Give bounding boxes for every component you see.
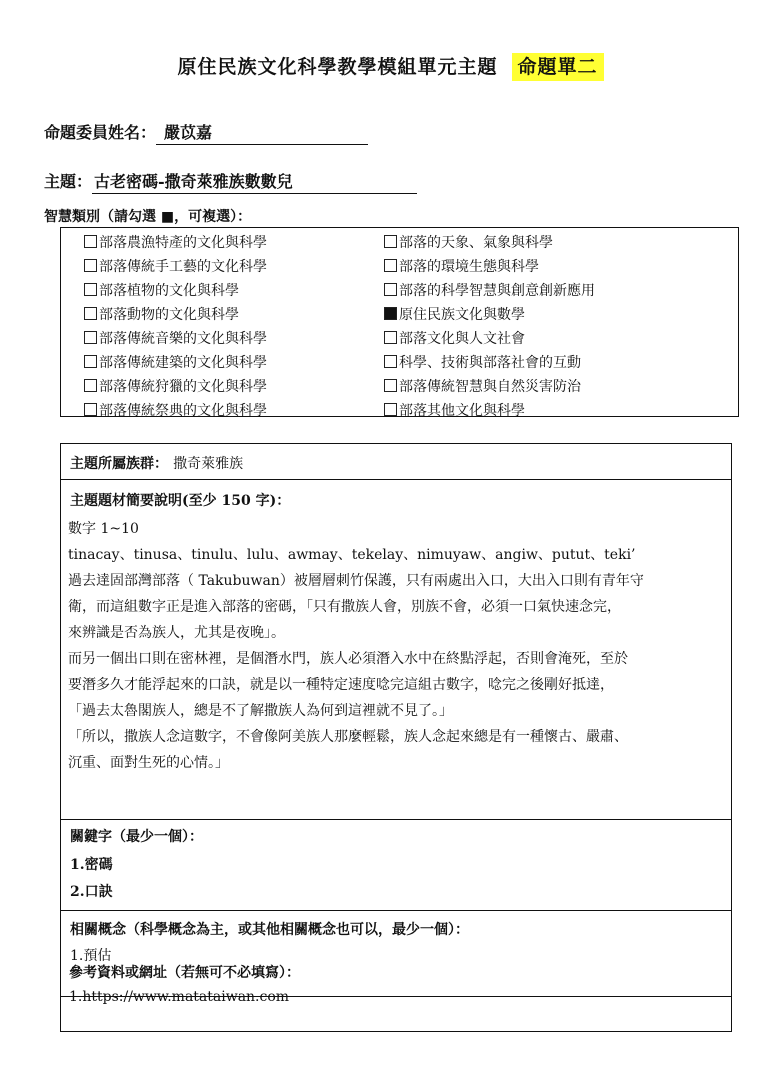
category-column-right [384, 232, 595, 424]
checkbox-icon[interactable] [384, 403, 397, 416]
summary-line: 過去達固部灣部落（ Takubuwan）被層層刺竹保護，只有兩處出入口，大出入口則有青年守 [68, 573, 644, 589]
checkbox-icon[interactable] [84, 355, 97, 368]
summary-line: 衛，而這組數字正是進入部落的密碼，「只有撒族人會，別族不會，必須一口氣快速念完， [68, 599, 621, 615]
category-option[interactable] [384, 232, 595, 256]
category-option-label: 部落傳統建築的文化與科學 [99, 355, 267, 371]
references-label: 參考資料或網址（若無可不必填寫）： [69, 965, 300, 981]
checkbox-icon[interactable] [84, 259, 97, 272]
category-option-label: 部落的天象、氣象與科學 [399, 235, 553, 251]
category-option[interactable] [84, 280, 267, 304]
summary-line: 而另一個出口則在密林裡，是個潛水門，族人必須潛入水中在終點浮起，否則會淹死，至於 [68, 651, 628, 667]
checkbox-icon[interactable] [84, 403, 97, 416]
summary-line: 來辨識是否為族人，尤其是夜晚」。 [68, 625, 285, 641]
category-option-label: 部落的科學智慧與創意創新應用 [399, 283, 595, 299]
keywords-label: 關鍵字（最少一個）： [70, 829, 203, 845]
checkbox-icon[interactable] [84, 283, 97, 296]
category-option-label: 部落傳統手工藝的文化科學 [99, 259, 267, 275]
ethnic-group-label: 主題所屬族群： [70, 456, 168, 472]
proposal-badge: 命題單二 [512, 53, 604, 81]
ethnic-group-value[interactable]: 撒奇萊雅族 [173, 456, 244, 472]
info-table [60, 443, 732, 1032]
summary-line: 沉重、面對生死的心情。」 [68, 755, 229, 771]
checkbox-icon[interactable] [84, 331, 97, 344]
summary-line: 要潛多久才能浮起來的口訣，就是以一種特定速度唸完這組古數字，唸完之後剛好抵達， [68, 677, 614, 693]
summary-text[interactable] [68, 516, 728, 776]
checked-box-icon[interactable] [384, 307, 397, 320]
topic-label: 主題： [44, 172, 93, 191]
category-option-label: 部落農漁特產的文化與科學 [99, 235, 267, 251]
category-option[interactable] [84, 256, 267, 280]
category-option[interactable] [384, 376, 595, 400]
committee-name-field [44, 120, 368, 145]
category-option[interactable] [84, 328, 267, 352]
checkbox-icon[interactable] [384, 235, 397, 248]
category-option-label: 部落動物的文化與科學 [99, 307, 239, 323]
checkbox-icon[interactable] [384, 259, 397, 272]
keyword-item[interactable]: 1.密碼 [70, 857, 113, 873]
category-option-label: 原住民族文化與數學 [399, 307, 525, 323]
summary-label: 主題題材簡要說明(至少 150 字)： [70, 493, 291, 509]
reference-item[interactable]: 1.https://www.matataiwan.com [69, 989, 290, 1005]
concepts-label: 相關概念（科學概念為主，或其他相關概念也可以，最少一個）： [70, 922, 469, 938]
category-option[interactable] [384, 256, 595, 280]
ethnic-group-row [61, 444, 731, 480]
checkbox-icon[interactable] [84, 235, 97, 248]
checkbox-icon[interactable] [384, 379, 397, 392]
summary-line: tinacay、tinusa、tinulu、lulu、awmay、tekelay、nimuyaw、angiw、putut、teki’ [68, 547, 636, 563]
summary-row [61, 480, 731, 820]
concept-item[interactable]: 1.預估 [70, 948, 112, 964]
category-option[interactable] [84, 376, 267, 400]
category-option[interactable] [84, 304, 267, 328]
checkbox-icon[interactable] [84, 379, 97, 392]
category-option-label: 科學、技術與部落社會的互動 [399, 355, 581, 371]
category-option-label: 部落傳統狩獵的文化與科學 [99, 379, 267, 395]
keyword-item[interactable]: 2.口訣 [70, 884, 113, 900]
category-option[interactable] [384, 304, 595, 328]
category-option-label: 部落傳統音樂的文化與科學 [99, 331, 267, 347]
document-title [0, 52, 781, 79]
category-heading: 智慧類別（請勾選 ■，可複選）： [44, 209, 252, 225]
committee-value[interactable]: 嚴苡嘉 [156, 120, 368, 145]
checkbox-icon[interactable] [384, 355, 397, 368]
category-option-label: 部落文化與人文社會 [399, 331, 525, 347]
category-checklist [60, 227, 739, 417]
summary-line: 「所以，撒族人念這數字，不會像阿美族人那麼輕鬆，族人念起來總是有一種懷古、嚴肅、 [68, 729, 628, 745]
category-option[interactable] [384, 400, 595, 424]
category-option[interactable] [384, 328, 595, 352]
category-option[interactable] [384, 280, 595, 304]
checkbox-icon[interactable] [384, 331, 397, 344]
title-text: 原住民族文化科學教學模組單元主題 [177, 56, 498, 78]
topic-field [44, 169, 417, 194]
summary-line: 「過去太魯閣族人，總是不了解撒族人為何到這裡就不見了。」 [68, 703, 453, 719]
committee-label: 命題委員姓名： [44, 123, 157, 142]
category-option-label: 部落傳統祭典的文化與科學 [99, 403, 267, 419]
category-option-label: 部落其他文化與科學 [399, 403, 525, 419]
category-column-left [84, 232, 267, 424]
category-option-label: 部落植物的文化與科學 [99, 283, 239, 299]
checkbox-icon[interactable] [384, 283, 397, 296]
concepts-row [61, 911, 731, 997]
category-option[interactable] [84, 232, 267, 256]
topic-value[interactable]: 古老密碼-撒奇萊雅族數數兒 [92, 169, 417, 194]
category-option[interactable] [384, 352, 595, 376]
keywords-row [61, 820, 731, 911]
category-option[interactable] [84, 352, 267, 376]
summary-line: 數字 1~10 [68, 521, 139, 537]
category-option[interactable] [84, 400, 267, 424]
checkbox-icon[interactable] [84, 307, 97, 320]
category-option-label: 部落傳統智慧與自然災害防治 [399, 379, 581, 395]
category-option-label: 部落的環境生態與科學 [399, 259, 539, 275]
